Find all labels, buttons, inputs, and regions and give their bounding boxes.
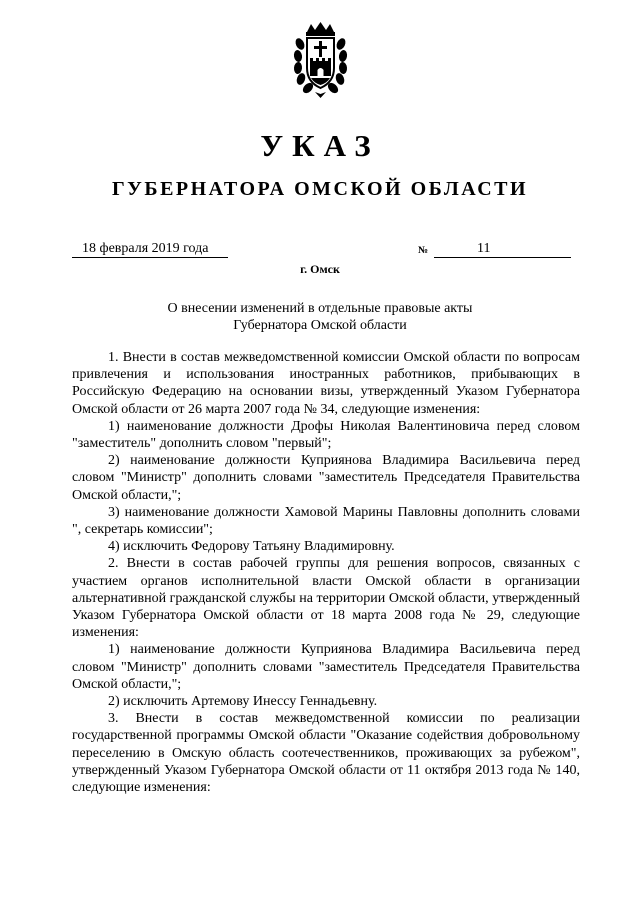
paragraph: 1) наименование должности Куприянова Владимира Васильевича перед словом "Министр" дополнить словами "заместитель Председателя Правительства Омской области,";: [72, 642, 580, 692]
city: г. Омск: [300, 262, 340, 276]
decree-body: [72, 349, 580, 796]
decree-title: УКАЗ: [260, 128, 380, 163]
paragraph: 1. Внести в состав межведомственной комиссии Омской области по вопросам привлечения и использования иностранных работников, прибывающих в Российскую Федерацию на основании визы, утвержденный Указом Губернатора Омской области от 26 марта 2007 года № 34, следующие изменения:: [72, 350, 580, 417]
document-subject: [0, 300, 640, 334]
paragraph: 2. Внести в состав рабочей группы для решения вопросов, связанных с участием органов исполнительной власти Омской области в организации альтернативной гражданской службы на территории Омской области, утвержденный Указом Губернатора Омской области от 18 марта 2008 года № 29, следующие изменения:: [72, 556, 580, 641]
document-subject-line-1: О внесении изменений в отдельные правовые акты: [167, 301, 473, 316]
omsk-coat-of-arms-icon: [293, 22, 348, 98]
paragraph: 2) исключить Артемову Инессу Геннадьевну.: [108, 694, 378, 710]
decree-number: 11: [434, 240, 571, 258]
paragraph: 1) наименование должности Дрофы Николая Валентиновича перед словом "заместитель" дополнить словом "первый";: [72, 418, 580, 452]
paragraph: 2) наименование должности Куприянова Владимира Васильевича перед словом "Министр" дополнить словами "заместитель Председателя Правительства Омской области,";: [72, 453, 580, 503]
decree-date: 18 февраля 2019 года: [72, 240, 228, 258]
document-subject-line-2: Губернатора Омской области: [233, 318, 407, 333]
paragraph: 3) наименование должности Хамовой Марины Павловны дополнить словами ", секретарь комиссии";: [72, 504, 580, 538]
paragraph: 4) исключить Федорову Татьяну Владимировну.: [108, 539, 395, 555]
decree-issuer: ГУБЕРНАТОРА ОМСКОЙ ОБЛАСТИ: [111, 178, 529, 200]
number-sign: №: [418, 245, 429, 256]
paragraph: 3. Внести в состав межведомственной комиссии по реализации государственной программы Омской области "Оказание содействия добровольному переселению в Омскую область соотечественников, проживающих за рубежом", утвержденный Указом Губернатора Омской области от 11 октября 2013 года № 140, следующие изменения:: [72, 711, 580, 796]
